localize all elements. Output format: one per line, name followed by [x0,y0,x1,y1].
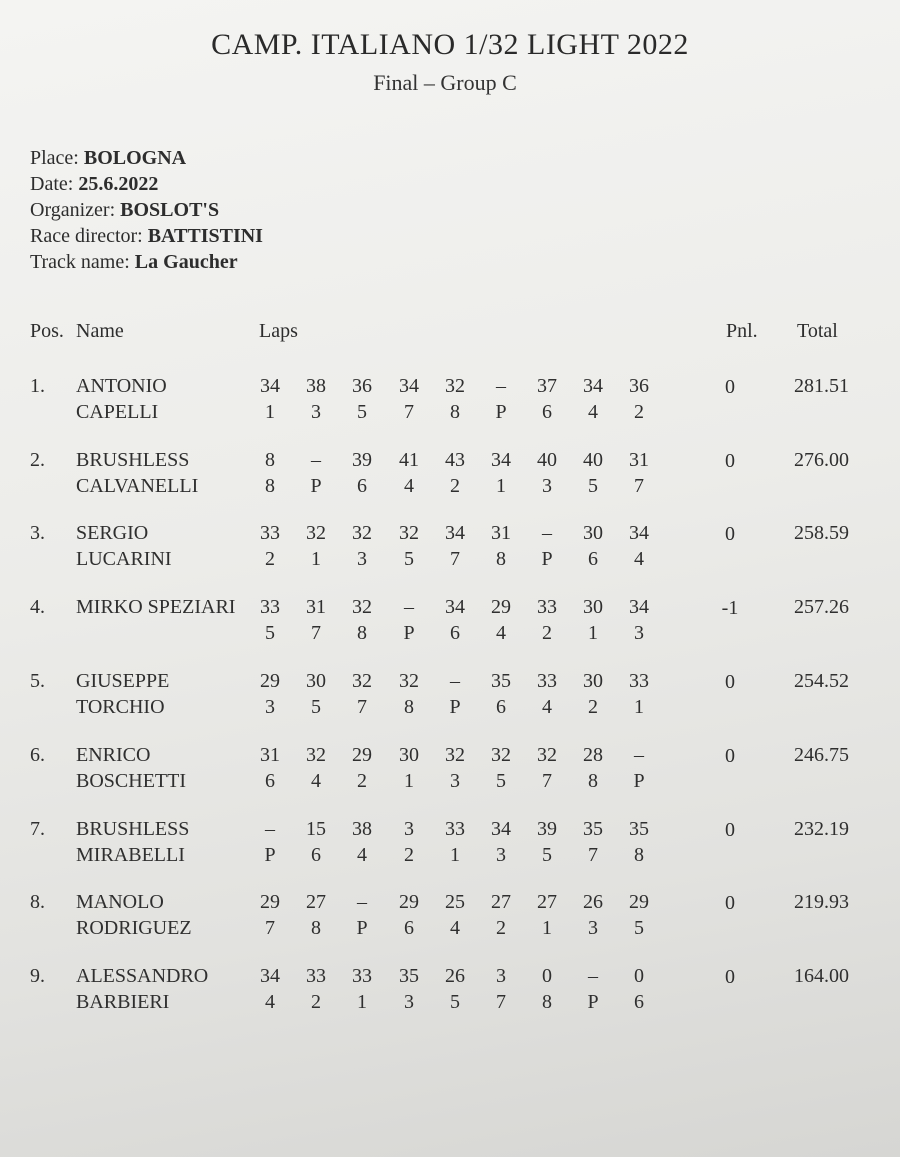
info-label: Track name: [30,251,130,273]
lap-count: – [265,818,275,840]
driver-first-name: ENRICO [76,744,151,766]
penalty: 0 [725,745,735,767]
lane-number: 3 [496,844,506,866]
lap-count: 34 [399,375,419,397]
lap-count: 32 [306,744,326,766]
lane-number: 4 [404,475,414,497]
lap-count: 29 [260,670,280,692]
lane-number: 4 [542,696,552,718]
lane-number: 7 [311,622,321,644]
position: 4. [30,596,45,618]
info-label: Date: [30,173,74,195]
info-value: 25.6.2022 [78,173,159,195]
total-score: 164.00 [794,965,849,987]
lap-count: 37 [537,375,557,397]
lane-number: 7 [496,991,506,1013]
lane-number: 3 [265,696,275,718]
lane-number: 3 [450,770,460,792]
driver-first-name: MANOLO [76,891,164,913]
lap-count: 8 [265,449,275,471]
penalty: 0 [725,376,735,398]
penalty: -1 [721,597,739,619]
info-value: BOLOGNA [83,147,187,169]
lap-count: 3 [404,818,414,840]
lap-count: 30 [306,670,326,692]
lane-number: 6 [357,475,367,497]
info-label: Race director: [30,225,143,247]
lap-count: 33 [629,670,649,692]
lane-number: 5 [404,548,414,570]
driver-first-name: GIUSEPPE [76,670,170,692]
position: 7. [30,818,45,840]
lane-number: 8 [357,622,367,644]
lap-count: 0 [542,965,552,987]
lane-number: 1 [404,770,414,792]
info-label: Place: [30,147,79,169]
lane-number: 8 [496,548,506,570]
driver-first-name: ANTONIO [76,375,167,397]
lap-count: 15 [306,818,326,840]
lap-count: 31 [306,596,326,618]
driver-first-name: BRUSHLESS [76,449,190,471]
driver-last-name: RODRIGUEZ [76,917,192,939]
info-label: Organizer: [30,199,116,221]
driver-first-name: BRUSHLESS [76,818,190,840]
lap-count: 30 [583,670,603,692]
total-score: 254.52 [794,670,849,692]
lap-count: 34 [445,522,465,544]
lane-number: 2 [311,991,321,1013]
lane-number: 8 [404,696,414,718]
lane-number: 7 [588,844,598,866]
lane-number: 5 [634,917,644,939]
lap-count: 39 [537,818,557,840]
lane-number: 2 [357,770,367,792]
lane-number: 7 [634,475,644,497]
lane-number: P [356,917,368,939]
lap-count: 38 [352,818,372,840]
lane-number: P [633,770,645,792]
info-value: La Gaucher [134,251,238,273]
lane-number: 1 [542,917,552,939]
lane-number: 6 [450,622,460,644]
driver-first-name: SERGIO [76,522,149,544]
lane-number: P [403,622,415,644]
total-score: 276.00 [794,449,849,471]
lane-number: P [264,844,276,866]
position: 5. [30,670,45,692]
total-score: 281.51 [794,375,849,397]
lap-count: – [588,965,598,987]
lane-number: 3 [357,548,367,570]
lap-count: 39 [352,449,372,471]
driver-first-name: ALESSANDRO [76,965,209,987]
lane-number: 4 [450,917,460,939]
driver-last-name: TORCHIO [76,696,165,718]
document-title: CAMP. ITALIANO 1/32 LIGHT 2022 [211,28,689,61]
lap-count: 34 [260,965,280,987]
lane-number: 6 [542,401,552,423]
lane-number: 6 [404,917,414,939]
lap-count: 32 [399,522,419,544]
info-race-director [30,223,263,249]
lap-count: 25 [445,891,465,913]
column-header-total: Total [797,320,838,342]
total-score: 246.75 [794,744,849,766]
position: 6. [30,744,45,766]
position: 2. [30,449,45,471]
lap-count: 30 [583,522,603,544]
lane-number: 1 [311,548,321,570]
position: 3. [30,522,45,544]
lane-number: 7 [357,696,367,718]
total-score: 258.59 [794,522,849,544]
column-header-pos: Pos. [30,320,64,342]
lap-count: – [542,522,552,544]
lap-count: – [357,891,367,913]
lap-count: 32 [306,522,326,544]
lane-number: 2 [588,696,598,718]
lane-number: 3 [588,917,598,939]
lane-number: 6 [634,991,644,1013]
position: 8. [30,891,45,913]
position: 1. [30,375,45,397]
lap-count: 33 [537,596,557,618]
lane-number: 1 [265,401,275,423]
lap-count: 26 [583,891,603,913]
lap-count: 32 [352,596,372,618]
driver-last-name: MIRABELLI [76,844,185,866]
lane-number: 4 [357,844,367,866]
lap-count: 31 [260,744,280,766]
lap-count: 34 [445,596,465,618]
lane-number: 3 [311,401,321,423]
lap-count: – [311,449,321,471]
column-header-laps: Laps [259,320,298,342]
lap-count: – [496,375,506,397]
lane-number: 1 [634,696,644,718]
lap-count: 32 [352,670,372,692]
document-subtitle: Final – Group C [373,70,517,95]
lane-number: 5 [450,991,460,1013]
lap-count: 40 [583,449,603,471]
lap-count: 0 [634,965,644,987]
lap-count: 32 [352,522,372,544]
lap-count: 34 [629,596,649,618]
lane-number: 6 [496,696,506,718]
lap-count: 34 [583,375,603,397]
lane-number: 7 [265,917,275,939]
lane-number: 8 [634,844,644,866]
lane-number: 3 [634,622,644,644]
penalty: 0 [725,819,735,841]
lane-number: 4 [588,401,598,423]
lane-number: 4 [311,770,321,792]
lap-count: – [450,670,460,692]
lap-count: 38 [306,375,326,397]
lane-number: 8 [588,770,598,792]
lap-count: 34 [491,818,511,840]
lane-number: 6 [265,770,275,792]
lane-number: 4 [634,548,644,570]
position: 9. [30,965,45,987]
lap-count: 32 [537,744,557,766]
lane-number: 4 [496,622,506,644]
driver-last-name: BARBIERI [76,991,170,1013]
lap-count: 26 [445,965,465,987]
lap-count: 34 [491,449,511,471]
lap-count: – [634,744,644,766]
lap-count: 33 [352,965,372,987]
lap-count: 33 [260,596,280,618]
lap-count: 29 [399,891,419,913]
lap-count: 33 [537,670,557,692]
lap-count: 31 [629,449,649,471]
lap-count: 36 [629,375,649,397]
lane-number: 1 [588,622,598,644]
lane-number: 5 [542,844,552,866]
driver-last-name: LUCARINI [76,548,172,570]
lap-count: 41 [399,449,419,471]
lane-number: 2 [496,917,506,939]
lane-number: 1 [496,475,506,497]
driver-last-name: CALVANELLI [76,475,199,497]
lane-number: 5 [311,696,321,718]
lane-number: P [495,401,507,423]
total-score: 219.93 [794,891,849,913]
info-date [30,171,263,197]
lap-count: 34 [260,375,280,397]
lap-count: 27 [491,891,511,913]
lane-number: P [310,475,322,497]
lap-count: 32 [445,375,465,397]
lane-number: 3 [404,991,414,1013]
lane-number: 6 [311,844,321,866]
lane-number: 8 [542,991,552,1013]
lane-number: 5 [496,770,506,792]
info-organizer [30,197,263,223]
penalty: 0 [725,671,735,693]
driver-first-name: MIRKO SPEZIARI [76,596,236,618]
lane-number: 6 [588,548,598,570]
lane-number: 4 [265,991,275,1013]
lane-number: 8 [450,401,460,423]
lane-number: 7 [542,770,552,792]
lane-number: P [587,991,599,1013]
lap-count: 35 [629,818,649,840]
lane-number: 7 [450,548,460,570]
lane-number: 2 [265,548,275,570]
lap-count: 43 [445,449,465,471]
lap-count: 28 [583,744,603,766]
total-score: 257.26 [794,596,849,618]
lane-number: 8 [265,475,275,497]
column-header-pnl: Pnl. [726,320,758,342]
driver-last-name: CAPELLI [76,401,159,423]
penalty: 0 [725,450,735,472]
lane-number: 2 [450,475,460,497]
penalty: 0 [725,892,735,914]
lane-number: 3 [542,475,552,497]
lap-count: – [404,596,414,618]
lane-number: 2 [634,401,644,423]
penalty: 0 [725,523,735,545]
lap-count: 33 [445,818,465,840]
lap-count: 29 [260,891,280,913]
lap-count: 32 [445,744,465,766]
lane-number: 1 [357,991,367,1013]
lap-count: 3 [496,965,506,987]
info-value: BOSLOT'S [120,199,220,221]
lap-count: 29 [629,891,649,913]
column-header-name: Name [76,320,124,342]
info-value: BATTISTINI [147,225,263,247]
lane-number: 5 [588,475,598,497]
total-score: 232.19 [794,818,849,840]
race-info [30,145,263,275]
lap-count: 31 [491,522,511,544]
lap-count: 27 [306,891,326,913]
lane-number: 2 [404,844,414,866]
lap-count: 27 [537,891,557,913]
lane-number: 8 [311,917,321,939]
penalty: 0 [725,966,735,988]
lane-number: P [541,548,553,570]
lap-count: 29 [491,596,511,618]
lap-count: 35 [399,965,419,987]
lane-number: P [449,696,461,718]
lane-number: 5 [265,622,275,644]
lap-count: 36 [352,375,372,397]
info-track-name [30,249,263,275]
lap-count: 32 [491,744,511,766]
lane-number: 1 [450,844,460,866]
lap-count: 33 [260,522,280,544]
lane-number: 7 [404,401,414,423]
lane-number: 2 [542,622,552,644]
info-place [30,145,263,171]
lap-count: 35 [491,670,511,692]
lap-count: 34 [629,522,649,544]
driver-last-name: BOSCHETTI [76,770,186,792]
lap-count: 40 [537,449,557,471]
lap-count: 32 [399,670,419,692]
lap-count: 33 [306,965,326,987]
lap-count: 35 [583,818,603,840]
lap-count: 30 [583,596,603,618]
lane-number: 5 [357,401,367,423]
lap-count: 30 [399,744,419,766]
lap-count: 29 [352,744,372,766]
